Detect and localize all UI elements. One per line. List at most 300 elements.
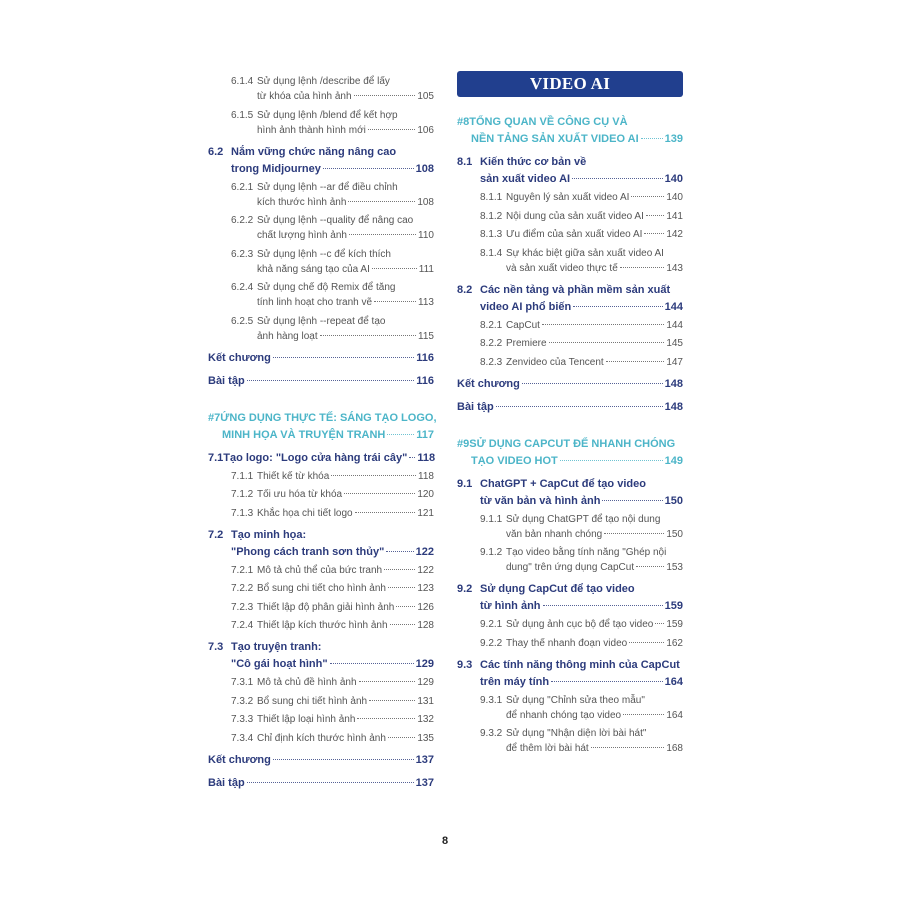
toc-entry-sub[interactable] [231,581,434,596]
toc-entry-sub[interactable] [480,209,683,224]
toc-entry-title: Thiết lập độ phân giải hình ảnh [257,601,395,613]
toc-entry-title: Kết chương [208,351,271,364]
toc-entry-line [231,89,434,104]
toc-entry-line [480,560,683,575]
dot-leader [573,306,662,307]
toc-entry-title: từ hình ảnh [480,600,541,612]
toc-entry-number: 7.1 [208,451,224,464]
toc-entry-number: 9.2.2 [480,637,503,649]
toc-entry-sub[interactable] [231,469,434,484]
toc-entry-page: 123 [417,583,434,594]
dot-leader [644,233,664,234]
dot-leader [387,434,414,435]
toc-entry-title: sản xuất video AI [480,173,571,185]
toc-entry-sub[interactable] [480,336,683,351]
toc-entry-title: Thiết lập loại hình ảnh [257,714,356,725]
toc-entry-page: 143 [666,262,683,274]
toc-entry-title: Thay thế nhanh đoạn video [506,637,628,649]
toc-entry-page: 110 [418,230,434,241]
dot-leader [655,623,664,624]
toc-entry-page: 148 [664,377,683,390]
toc-entry-title: từ văn bản và hình ảnh [480,494,601,507]
toc-entry-line [231,731,434,746]
toc-entry-page: 132 [417,714,434,725]
toc-entry-main[interactable] [457,154,683,188]
toc-entry-line [208,161,434,178]
toc-entry-sub[interactable] [231,314,434,344]
toc-entry-sub[interactable] [480,512,683,542]
dot-leader [604,533,664,534]
toc-entry-page: 164 [666,709,683,721]
dot-leader [636,566,664,567]
dot-leader [606,361,665,362]
dot-leader [542,324,664,325]
toc-entry-line [231,329,434,344]
toc-entry-line [457,282,683,299]
toc-entry-page: 159 [666,619,683,630]
toc-entry-line [231,581,434,596]
toc-entry-title: ỨNG DỤNG THỰC TẾ: SÁNG TẠO LOGO, [220,411,437,424]
toc-entry-number: 7.2.3 [231,601,254,613]
toc-entry-title: Mô tả chủ thể của bức tranh [257,564,383,576]
toc-entry-number: 8.1.4 [480,247,503,259]
toc-entry-title: chất lượng hình ảnh [257,230,347,241]
toc-entry-line [480,227,683,242]
dot-leader [372,268,417,269]
toc-entry-main[interactable] [208,144,434,178]
dot-leader [247,782,414,783]
toc-entry-main[interactable] [208,450,434,467]
toc-entry-title: NỀN TẢNG SẢN XUẤT VIDEO AI [471,133,639,145]
toc-entry-sub[interactable] [480,190,683,205]
toc-entry-page: 153 [666,562,683,573]
toc-entry-title: Sử dụng lệnh /blend để kết hợp [257,109,398,121]
toc-entry-number: 9.1.1 [480,513,503,525]
dot-leader [560,460,663,461]
toc-entry-number: 6.2.2 [231,215,254,226]
toc-entry-title: hình ảnh thành hình mới [257,124,366,136]
toc-entry-sub[interactable] [231,618,434,633]
toc-entry-number: 8.2 [457,283,473,296]
toc-entry-line [480,261,683,276]
dot-leader [323,168,414,169]
toc-entry-line [480,636,683,651]
toc-entry-title: Tạo video bằng tính năng "Ghép nội [506,547,667,558]
dot-leader [344,493,415,494]
toc-entry-end[interactable] [208,373,434,390]
toc-entry-sub[interactable] [231,600,434,615]
toc-entry-line [208,373,434,390]
toc-entry-line [231,180,434,195]
toc-entry-line [231,262,434,277]
toc-entry-page: 113 [418,297,434,308]
toc-entry-title: Tạo minh họa: [231,528,307,541]
toc-entry-number: 6.2.1 [231,181,254,193]
toc-entry-title: MINH HỌA VÀ TRUYỆN TRANH [222,428,386,441]
toc-entry-number: 7.2.2 [231,583,254,594]
toc-entry-line [208,775,434,792]
toc-entry-page: 131 [417,695,434,707]
toc-entry-line [231,213,434,228]
toc-entry-number: 7.3.2 [231,695,254,707]
toc-entry-title: ảnh hàng loạt [257,330,318,342]
toc-entry-sub[interactable] [480,693,683,723]
toc-entry-page: 149 [664,454,683,467]
toc-entry-number: 9.2.1 [480,619,503,630]
toc-entry-number: 7.1.2 [231,489,254,500]
toc-entry-line [480,693,683,708]
toc-entry-number: 8.2.1 [480,319,503,331]
toc-entry-title: Sử dụng "Chỉnh sửa theo mẫu" [506,694,645,706]
toc-entry-number: #7 [208,411,221,424]
toc-entry-page: 105 [417,91,434,102]
toc-entry-line [480,190,683,205]
toc-entry-page: 120 [417,489,434,500]
toc-entry-title: Bài tập [208,776,245,789]
toc-entry-title: để nhanh chóng tạo video [506,709,622,721]
dot-leader [641,138,663,139]
toc-entry-chapter[interactable] [457,114,683,148]
toc-entry-number: 6.2.3 [231,248,254,260]
toc-entry-line [231,469,434,484]
toc-entry-line [457,299,683,316]
toc-entry-title: Sử dụng lệnh /describe để lấy [257,76,390,87]
toc-entry-title: tính linh hoạt cho tranh vẽ [257,297,373,308]
toc-entry-line [231,228,434,243]
toc-entry-line [480,209,683,224]
dot-leader [396,606,415,607]
toc-entry-sub[interactable] [231,180,434,210]
toc-entry-end[interactable] [208,752,434,769]
toc-entry-end[interactable] [457,399,683,416]
toc-entry-line [231,247,434,262]
toc-entry-number: 6.1.5 [231,109,254,121]
toc-entry-line [231,280,434,295]
dot-leader [357,718,415,719]
toc-entry-sub[interactable] [480,545,683,575]
toc-entry-line [208,350,434,367]
toc-entry-line [480,617,683,632]
toc-entry-title: Zenvideo của Tencent [506,356,604,368]
dot-leader [409,457,415,458]
dot-leader [646,215,664,216]
toc-entry-sub[interactable] [480,246,683,276]
toc-entry-page: 111 [418,263,434,275]
dot-leader [522,383,663,384]
toc-entry-main[interactable] [208,639,434,673]
toc-entry-page: 137 [415,776,434,789]
toc-entry-main[interactable] [457,476,683,510]
dot-leader [374,301,416,302]
toc-entry-title: trên máy tính [480,675,550,688]
toc-entry-sub[interactable] [231,108,434,138]
toc-entry-main[interactable] [208,527,434,561]
toc-entry-line [457,436,683,453]
toc-entry-number: 7.3.4 [231,732,254,744]
toc-entry-number: 7.3.3 [231,714,254,725]
toc-entry-title: "Phong cách tranh sơn thủy" [231,545,385,558]
toc-entry-number: 9.1 [457,477,473,490]
toc-entry-sub[interactable] [231,731,434,746]
toc-entry-line [231,694,434,709]
toc-entry-line [480,726,683,741]
toc-entry-page: 116 [416,351,434,364]
toc-entry-title: Khắc họa chi tiết logo [257,507,353,519]
toc-entry-page: 122 [415,545,434,558]
toc-entry-number: 9.3 [457,658,473,671]
toc-entry-end[interactable] [457,376,683,393]
toc-entry-page: 118 [418,470,434,482]
toc-entry-main[interactable] [457,581,683,615]
toc-entry-page: 144 [666,319,683,331]
toc-entry-title: Nguyên lý sản xuất video AI [506,192,630,203]
toc-entry-line [457,476,683,493]
toc-entry-page: 147 [666,356,683,368]
toc-entry-sub[interactable] [231,694,434,709]
toc-entry-number: 6.2.5 [231,315,254,327]
toc-entry-sub[interactable] [231,675,434,690]
toc-entry-number: 7.1.3 [231,507,254,519]
toc-entry-line [231,600,434,615]
dot-leader [602,500,662,501]
toc-entry-title: Sự khác biệt giữa sản xuất video AI [506,247,664,259]
toc-entry-end[interactable] [208,350,434,367]
toc-entry-page: 164 [664,675,683,688]
toc-entry-title: Sử dụng ảnh cục bộ để tạo video [506,619,654,630]
toc-entry-number: 7.2.4 [231,620,254,631]
toc-entry-number: 7.1.1 [231,470,254,482]
toc-entry-number: 9.2 [457,583,473,595]
toc-entry-page: 135 [417,732,434,744]
page-number: 8 [441,835,449,847]
toc-entry-number: 9.3.2 [480,728,503,739]
toc-entry-title: Bài tập [457,400,494,413]
toc-entry-line [480,708,683,723]
toc-entry-sub[interactable] [231,487,434,502]
toc-entry-page: 126 [417,601,434,613]
toc-entry-sub[interactable] [480,617,683,632]
toc-entry-title: Nắm vững chức năng nâng cao [231,145,397,158]
toc-entry-line [457,674,683,691]
toc-entry-main[interactable] [457,282,683,316]
toc-entry-line [480,246,683,261]
toc-entry-line [208,427,434,444]
toc-entry-page: 145 [666,338,683,349]
toc-entry-line [208,544,434,561]
toc-entry-title: kích thước hình ảnh [257,196,347,208]
toc-entry-number: 9.3.1 [480,694,503,706]
toc-entry-page: 115 [418,330,434,342]
toc-entry-number: 9.1.2 [480,547,503,558]
toc-entry-sub[interactable] [480,318,683,333]
toc-entry-sub[interactable] [231,712,434,727]
dot-leader [369,700,415,701]
dot-leader [320,335,416,336]
toc-entry-line [231,712,434,727]
toc-entry-title: Sử dụng lệnh --c để kích thích [257,248,391,260]
toc-entry-page: 168 [666,743,683,754]
toc-entry-line [231,506,434,521]
toc-entry-title: Thiết lập kích thước hình ảnh [257,620,388,631]
toc-entry-title: và sản xuất video thực tế [506,262,618,274]
toc-entry-page: 106 [417,124,434,136]
dot-leader [273,759,414,760]
dot-leader [543,605,663,606]
toc-entry-line [208,144,434,161]
toc-entry-sub[interactable] [480,636,683,651]
toc-entry-title: Kết chương [457,377,520,390]
toc-entry-number: 8.1.1 [480,192,503,203]
dot-leader [388,587,415,588]
toc-entry-title: Bổ sung chi tiết cho hình ảnh [257,583,386,594]
toc-entry-sub[interactable] [480,726,683,756]
toc-entry-title: Sử dụng chế độ Remix để tăng [257,282,396,293]
dot-leader [368,129,415,130]
dot-leader [359,681,416,682]
toc-entry-title: từ khóa của hình ảnh [257,91,352,102]
toc-entry-title: Sử dụng CapCut để tạo video [480,583,635,595]
toc-entry-line [457,154,683,171]
toc-entry-line [231,108,434,123]
toc-entry-title: Bài tập [208,374,245,387]
toc-entry-line [457,171,683,188]
toc-entry-line [457,131,683,148]
toc-entry-sub[interactable] [231,506,434,521]
toc-entry-title: Sử dụng lệnh --repeat để tạo [257,315,386,327]
toc-entry-line [231,74,434,89]
toc-entry-line [231,618,434,633]
toc-entry-sub[interactable] [231,213,434,243]
dot-leader [384,569,415,570]
dot-leader [388,737,415,738]
dot-leader [390,624,416,625]
toc-entry-line [457,399,683,416]
toc-entry-number: 7.3 [208,641,224,653]
toc-entry-page: 150 [666,528,683,540]
toc-entry-line [457,376,683,393]
toc-entry-line [208,752,434,769]
toc-entry-line [457,598,683,615]
toc-entry-line [208,450,434,467]
toc-entry-sub[interactable] [231,74,434,104]
dot-leader [551,681,663,682]
toc-entry-number: 6.2 [208,145,224,158]
toc-entry-line [208,527,434,544]
toc-entry-page: 140 [664,173,683,185]
toc-entry-title: để thêm lời bài hát [506,743,589,754]
toc-entry-title: Bổ sung chi tiết hình ảnh [257,695,368,707]
toc-entry-title: Các tính năng thông minh của CapCut [480,658,680,671]
toc-entry-line [231,675,434,690]
dot-leader [549,342,665,343]
toc-entry-number: 7.2.1 [231,564,254,576]
toc-entry-number: 7.2 [208,528,224,541]
toc-entry-line [231,487,434,502]
toc-entry-page: 122 [417,564,434,576]
toc-entry-title: Sử dụng lệnh --quality để nâng cao [257,215,414,226]
toc-entry-page: 162 [666,637,683,649]
toc-entry-title: Ưu điểm của sản xuất video AI [506,229,643,240]
toc-entry-number: 8.2.2 [480,338,503,349]
toc-entry-page: 108 [415,162,434,175]
toc-entry-title: dung" trên ứng dụng CapCut [506,562,635,573]
toc-entry-page: 118 [417,451,436,464]
toc-entry-number: 8.1.3 [480,229,503,240]
toc-entry-title: CapCut [506,319,540,331]
toc-entry-title: TỔNG QUAN VỀ CÔNG CỤ VÀ [469,116,628,128]
toc-column-left [208,74,437,794]
dot-leader [629,642,664,643]
toc-entry-line [480,318,683,333]
toc-entry-sub[interactable] [231,563,434,578]
toc-entry-page: 117 [416,428,434,441]
toc-entry-title: Sử dụng lệnh --ar để điều chỉnh [257,181,398,193]
toc-entry-line [457,114,683,131]
toc-entry-number: 6.1.4 [231,76,254,87]
toc-entry-title: văn bản nhanh chóng [506,528,603,540]
toc-entry-title: khả năng sáng tạo của AI [257,263,370,275]
toc-entry-line [231,295,434,310]
toc-entry-title: Premiere [506,338,547,349]
toc-column-right [457,71,683,760]
toc-entry-line [457,493,683,510]
toc-entry-title: Tối ưu hóa từ khóa [257,489,343,500]
toc-entry-page: 121 [417,507,434,519]
toc-entry-chapter[interactable] [208,410,437,444]
toc-entry-line [457,657,683,674]
toc-entry-number: 6.2.4 [231,282,254,293]
toc-entry-line [480,527,683,542]
toc-entry-line [231,563,434,578]
toc-entry-line [208,410,437,427]
toc-entry-page: 142 [666,229,683,240]
dot-leader [591,747,665,748]
toc-entry-page: 139 [664,133,683,145]
toc-entry-title: Chỉ định kích thước hình ảnh [257,732,386,744]
toc-entry-line [457,453,683,470]
toc-entry-main[interactable] [457,657,683,691]
toc-entry-end[interactable] [208,775,434,792]
dot-leader [247,380,415,381]
toc-entry-title: Tạo logo: "Logo cửa hàng trái cây" [223,451,408,464]
dot-leader [620,267,665,268]
toc-entry-number: 8.1 [457,156,473,168]
toc-entry-sub[interactable] [480,355,683,370]
toc-entry-page: 141 [666,210,683,222]
toc-entry-page: 144 [664,300,683,313]
toc-entry-title: Kết chương [208,753,271,766]
toc-entry-title: Mô tả chủ đề hình ảnh [257,677,357,688]
dot-leader [354,95,416,96]
toc-entry-title: SỬ DỤNG CAPCUT ĐỂ NHANH CHÓNG [469,437,676,450]
dot-leader [331,475,416,476]
dot-leader [273,357,414,358]
toc-entry-sub[interactable] [231,280,434,310]
toc-entry-sub[interactable] [231,247,434,277]
toc-entry-number: 7.3.1 [231,677,254,688]
toc-entry-sub[interactable] [480,227,683,242]
dot-leader [572,178,663,179]
toc-entry-chapter[interactable] [457,436,683,470]
toc-entry-title: "Cô gái hoạt hình" [231,658,328,670]
toc-entry-number: #8 [457,116,470,128]
toc-entry-title: Kiến thức cơ bản về [480,156,587,168]
toc-entry-page: 116 [416,374,434,387]
toc-entry-title: ChatGPT + CapCut để tạo video [480,477,646,490]
toc-entry-title: Thiết kế từ khóa [257,470,330,482]
toc-entry-title: Nội dung của sản xuất video AI [506,210,644,222]
toc-entry-line [457,581,683,598]
